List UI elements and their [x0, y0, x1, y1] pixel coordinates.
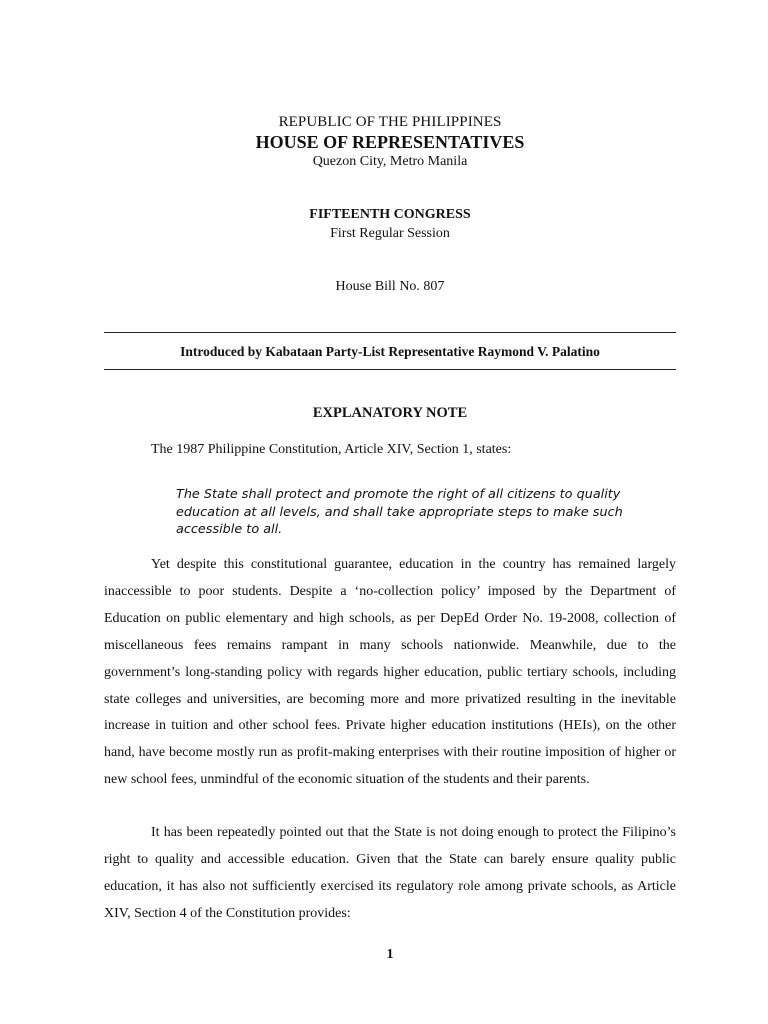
bill-number: House Bill No. 807 [335, 279, 445, 294]
paragraph-2 [104, 820, 676, 928]
paragraph-1-text: Yet despite this constitutional guarantee, education in the country has remained largely inaccessible to poor students. Despite a ‘no-collection policy’ imposed by the Department of Education on public elementary and high schools, as per DepEd Order No. 19-2008, collection of miscellaneous fees remains rampant in many schools nationwide. Meanwhile, due to the government’s long-standing policy with regards higher education, public tertiary schools, including state colleges and universities, are becoming more and more privatized resulting in the inevitable increase in tuition and other school fees. Private higher education institutions (HEIs), on the other hand, have become mostly run as profit-making enterprises with their routine imposition of higher or new school fees, unmindful of the economic situation of the students and their parents. [104, 557, 676, 788]
page-number: 1 [386, 947, 394, 962]
congress-heading: FIFTEENTH CONGRESS [309, 207, 471, 222]
paragraph-1 [104, 552, 676, 794]
location-text: Quezon City, Metro Manila [312, 154, 468, 169]
constitution-intro: The 1987 Philippine Constitution, Article XIV, Section 1, states: [151, 442, 512, 457]
republic-heading: REPUBLIC OF THE PHILIPPINES [278, 114, 502, 130]
paragraph-2-text: It has been repeatedly pointed out that the State is not doing enough to protect the Filipino’s right to quality and accessible education. Given that the State can barely ensure quality public education, it has also not sufficiently exercised its regulatory role among private schools, as Article XIV, Section 4 of the Constitution provides: [104, 825, 676, 921]
session-text: First Regular Session [330, 226, 450, 241]
explanatory-note-heading: EXPLANATORY NOTE [312, 405, 468, 421]
bottom-divider [104, 369, 676, 370]
constitution-quote: The State shall protect and promote the right of all citizens to quality education at all levels, and shall take appropriate steps to make such accessible to all. [176, 487, 623, 537]
introduced-by: Introduced by Kabataan Party-List Representative Raymond V. Palatino [180, 344, 600, 359]
top-divider [104, 332, 676, 333]
house-heading: HOUSE OF REPRESENTATIVES [255, 132, 525, 152]
